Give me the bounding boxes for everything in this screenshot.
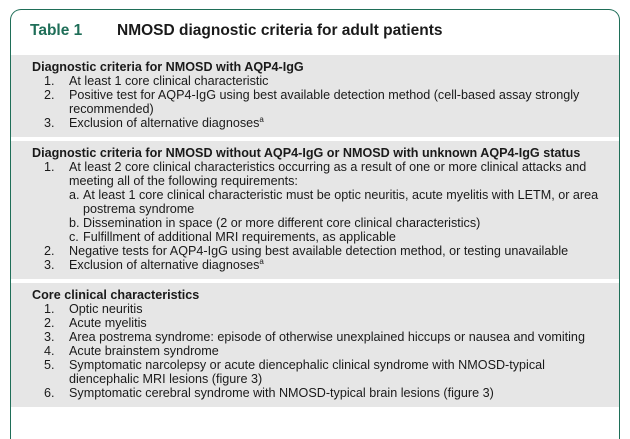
item-text-wrap [69,258,619,272]
item-text: Acute myelitis [69,316,147,330]
item-text: Negative tests for AQP4-IgG using best available detection method, or testing unavailable [69,244,569,258]
criteria-item [32,344,619,358]
item-number: 2. [44,88,55,102]
item-number: c. [69,230,79,244]
item-text: Acute brainstem syndrome [69,344,219,358]
item-number: 6. [44,386,55,400]
item-text-wrap [83,188,619,216]
footnote-marker: a [259,115,264,124]
criteria-section [11,283,619,407]
item-number: 2. [44,244,55,258]
item-text-wrap [69,116,619,130]
item-text: Symptomatic cerebral syndrome with NMOSD-typical brain lesions (figure 3) [69,386,494,400]
section-heading: Diagnostic criteria for NMOSD without AQP4-IgG or NMOSD with unknown AQP4-IgG status [32,146,581,160]
item-text-wrap [83,216,619,230]
item-text-wrap [69,358,619,386]
item-text: Symptomatic narcolepsy or acute diencephalic clinical syndrome with NMOSD-typical diencephalic MRI lesions (figure 3) [69,358,545,386]
item-number: 1. [44,160,55,174]
item-number: 4. [44,344,55,358]
item-number: a. [69,188,80,202]
item-text: At least 2 core clinical characteristics occurring as a result of one or more clinical attacks and meeting all of the following requirements: [69,160,587,188]
item-text: Dissemination in space (2 or more different core clinical characteristics) [83,216,481,230]
criteria-item [32,74,619,88]
table-number: Table 1 [30,22,83,39]
item-text-wrap [69,330,619,344]
item-number: 2. [44,316,55,330]
item-number: b. [69,216,80,230]
criteria-section [11,55,619,137]
item-text-wrap [83,230,619,244]
item-text-wrap [69,74,619,88]
item-text-wrap [69,386,619,400]
criteria-item [32,88,619,116]
footnote-marker: a [259,257,264,266]
item-text-wrap [69,344,619,358]
item-number: 5. [44,358,55,372]
item-number: 1. [44,74,55,88]
item-number: 1. [44,302,55,316]
criteria-item [32,358,619,386]
criteria-item [32,116,619,130]
item-text: Fulfillment of additional MRI requirements, as applicable [83,230,396,244]
criteria-item [32,258,619,272]
criteria-subitem [32,216,619,230]
table-frame [10,9,620,439]
item-text: Area postrema syndrome: episode of otherwise unexplained hiccups or nausea and vomiting [69,330,585,344]
item-text: Exclusion of alternative diagnoses [69,116,260,130]
section-heading: Core clinical characteristics [32,288,200,302]
table-header [11,10,619,52]
item-text-wrap [69,244,619,258]
item-number: 3. [44,116,55,130]
criteria-item [32,160,619,188]
criteria-item [32,386,619,400]
criteria-section [11,141,619,279]
criteria-item [32,316,619,330]
item-text-wrap [69,88,619,116]
item-number: 3. [44,330,55,344]
criteria-item [32,244,619,258]
item-number: 3. [44,258,55,272]
table-body [11,55,619,411]
item-text-wrap [69,302,619,316]
criteria-item [32,302,619,316]
table-title: NMOSD diagnostic criteria for adult patients [117,22,443,39]
item-text-wrap [69,316,619,330]
section-heading: Diagnostic criteria for NMOSD with AQP4-IgG [32,60,304,74]
item-text: Exclusion of alternative diagnoses [69,258,260,272]
item-text: Positive test for AQP4-IgG using best available detection method (cell-based assay strongly recommended) [69,88,580,116]
criteria-subitem [32,188,619,216]
item-text: Optic neuritis [69,302,143,316]
criteria-subitem [32,230,619,244]
item-text: At least 1 core clinical characteristic must be optic neuritis, acute myelitis with LETM, or area postrema syndrome [83,188,599,216]
item-text-wrap [69,160,619,188]
criteria-item [32,330,619,344]
item-text: At least 1 core clinical characteristic [69,74,269,88]
